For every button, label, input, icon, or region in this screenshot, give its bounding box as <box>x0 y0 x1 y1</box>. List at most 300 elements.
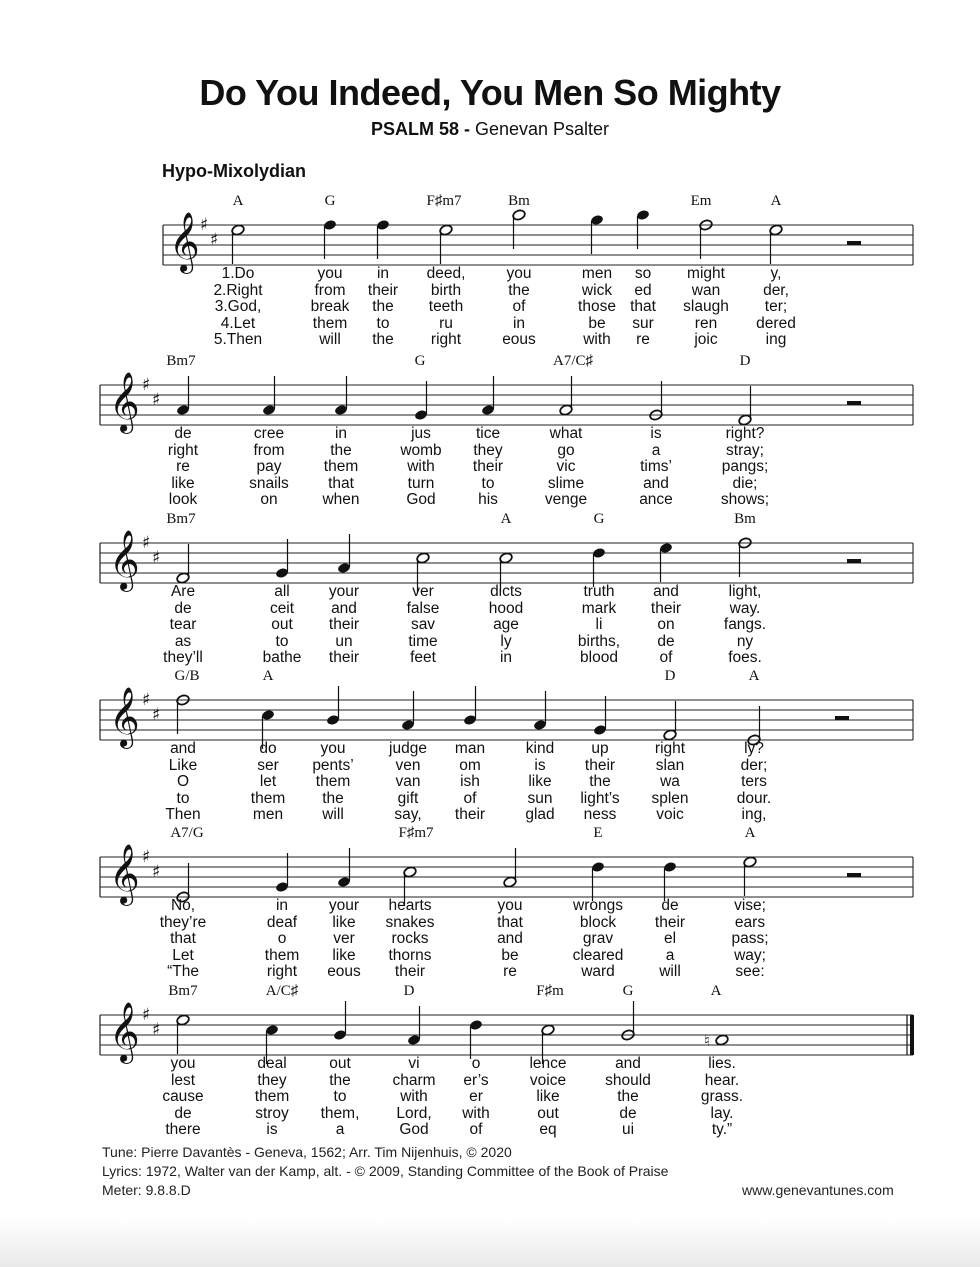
lyric-syllable: sur <box>632 314 654 332</box>
staff-system-1 <box>0 195 980 275</box>
lyric-syllable: eous <box>502 331 536 348</box>
lyric-syllable: they’re <box>159 913 207 931</box>
chord-symbol: A7/C♯ <box>552 353 594 369</box>
half-rest-icon <box>847 873 861 877</box>
chord-symbol: F♯m7 <box>398 825 434 841</box>
lyric-syllable: to <box>275 632 289 650</box>
lyric-syllable: way; <box>734 946 766 964</box>
lyric-syllable: up <box>591 740 609 757</box>
note <box>559 376 573 416</box>
lyric-syllable: kind <box>525 740 555 757</box>
lyric-syllable: hearts <box>388 897 432 914</box>
note <box>463 686 477 726</box>
lyric-syllable: your <box>328 583 360 600</box>
note <box>337 848 351 888</box>
lyric-syllable: ver <box>333 930 355 947</box>
lyric-syllable: time <box>408 632 438 650</box>
note <box>333 1001 347 1041</box>
lyric-syllable: their <box>654 913 686 931</box>
lyric-syllable: when <box>322 491 360 508</box>
lyric-syllable: vic <box>556 458 576 475</box>
key-sharp-c-icon: ♯ <box>152 390 161 410</box>
subtitle <box>0 119 980 140</box>
lyric-syllable: cree <box>253 425 285 442</box>
lyric-syllable: de <box>619 1104 637 1122</box>
lyric-syllable: way. <box>729 599 761 617</box>
lyric-syllable: rocks <box>391 930 429 947</box>
lyric-syllable: blood <box>580 649 618 666</box>
lyric-syllable: go <box>557 441 575 459</box>
footer-meter: Meter: 9.8.8.D <box>102 1182 191 1198</box>
lyric-syllable: that <box>497 913 523 931</box>
footer-website: www.genevantunes.com <box>742 1182 894 1198</box>
lyric-syllable: vise; <box>734 897 766 914</box>
lyric-syllable: a <box>665 946 675 964</box>
chord-symbol: G/B <box>174 668 200 684</box>
chord-symbol: G <box>593 511 605 527</box>
note <box>176 376 190 416</box>
lyric-syllable: a <box>651 441 661 459</box>
psalter-name: Genevan Psalter <box>469 119 610 139</box>
lyric-syllable: tear <box>169 616 197 633</box>
lyric-syllable: be <box>501 946 519 964</box>
lyric-syllable: you <box>317 265 343 282</box>
lyric-syllable: break <box>310 298 350 315</box>
lyric-syllable: Are <box>170 583 196 600</box>
chord-symbol: Bm7 <box>168 983 198 999</box>
note <box>401 691 415 731</box>
lyric-syllable: dered <box>756 314 796 332</box>
key-sharp-f-icon: ♯ <box>200 215 209 235</box>
lyric-syllable: in <box>275 897 289 914</box>
lyric-syllable: from <box>314 281 346 299</box>
lyric-syllable: stray; <box>726 441 764 459</box>
note <box>512 209 526 249</box>
lyric-syllable: ears <box>734 913 766 931</box>
lyric-syllable: de <box>174 1104 192 1122</box>
lyric-syllable: light’s <box>580 789 620 807</box>
lyric-syllable: those <box>578 298 616 315</box>
staff-system-6 <box>0 985 980 1065</box>
lyric-syllable: and <box>170 740 196 757</box>
lyric-syllable: dicts <box>490 583 522 600</box>
lyric-syllable: of <box>463 789 477 807</box>
lyric-syllable: 5.Then <box>213 331 263 348</box>
lyric-syllable: to <box>176 789 190 807</box>
lyric-syllable: eq <box>539 1121 557 1138</box>
lyric-syllable: they <box>473 441 503 459</box>
lyric-syllable: ren <box>694 314 718 332</box>
lyric-syllable: un <box>335 632 353 650</box>
note <box>704 1031 729 1050</box>
lyric-syllable: Lord, <box>396 1104 432 1122</box>
lyric-syllable: 3.God, <box>214 298 262 315</box>
half-rest-icon <box>847 241 861 245</box>
lyric-syllable: the <box>329 1071 351 1089</box>
lyric-syllable: out <box>271 616 293 633</box>
treble-clef-icon: 𝄞 <box>169 212 200 272</box>
lyric-syllable: ui <box>621 1121 635 1138</box>
lyric-syllable: truth <box>583 583 615 600</box>
lyric-syllable: will <box>322 806 344 823</box>
chord-symbol: F♯m <box>536 983 564 999</box>
lyric-syllable: in <box>512 314 526 332</box>
lyric-syllable: be <box>588 314 606 332</box>
lyric-syllable: say, <box>394 806 422 823</box>
lyric-syllable: let <box>259 773 277 790</box>
lyric-syllable: de <box>657 632 675 650</box>
note <box>407 1006 421 1046</box>
lyric-syllable: eous <box>327 963 361 980</box>
lyric-syllable: tice <box>475 425 501 442</box>
lyric-syllable: de <box>174 425 192 442</box>
lyric-syllable: that <box>170 930 196 947</box>
lyric-syllable: like <box>536 1088 560 1105</box>
lyric-syllable: false <box>406 599 440 617</box>
lyric-syllable: all <box>274 583 290 600</box>
lyric-syllable: that <box>328 474 354 492</box>
lyric-syllable: pangs; <box>721 458 769 475</box>
lyric-syllable: re <box>503 963 517 980</box>
lyric-syllable: er <box>469 1088 483 1105</box>
lyric-syllable: pass; <box>731 930 769 947</box>
lyric-syllable: voic <box>656 806 684 823</box>
half-rest-icon <box>847 559 861 563</box>
key-sharp-f-icon: ♯ <box>142 533 151 553</box>
note <box>334 376 348 416</box>
lyric-syllable: like <box>171 474 195 492</box>
lyric-syllable: like <box>332 946 356 964</box>
lyric-syllable: lies. <box>708 1055 736 1072</box>
lyric-syllable: is <box>266 1121 278 1138</box>
key-sharp-c-icon: ♯ <box>210 230 219 250</box>
lyric-syllable: them <box>323 458 359 475</box>
chord-symbol: Bm7 <box>166 511 196 527</box>
lyric-syllable: is <box>534 756 546 774</box>
chord-symbol: A/C♯ <box>265 983 299 999</box>
lyric-syllable: them, <box>320 1104 360 1122</box>
chord-symbol: E <box>593 825 603 841</box>
treble-clef-icon: 𝄞 <box>109 530 140 590</box>
note <box>659 542 673 582</box>
lyric-syllable: with <box>462 1104 490 1122</box>
treble-clef-icon: 𝄞 <box>109 844 140 904</box>
treble-clef-icon: 𝄞 <box>109 372 140 432</box>
chord-symbol: D <box>664 668 676 684</box>
chord-symbol: A <box>500 511 512 527</box>
key-sharp-f-icon: ♯ <box>142 847 151 867</box>
note <box>275 853 289 893</box>
lyric-syllable: you <box>497 897 523 914</box>
lyric-syllable: bathe <box>262 649 302 666</box>
key-sharp-f-icon: ♯ <box>142 690 151 710</box>
lyric-syllable: out <box>329 1055 351 1072</box>
lyric-syllable: ish <box>460 773 480 790</box>
lyric-syllable: re <box>176 458 190 475</box>
lyric-syllable: o <box>277 930 287 947</box>
lyric-syllable: hear. <box>704 1071 740 1089</box>
lyric-syllable: slaugh <box>683 298 729 315</box>
lyric-syllable: and <box>615 1055 641 1072</box>
lyric-syllable: ter; <box>764 298 788 315</box>
note <box>176 544 190 584</box>
lyric-syllable: like <box>528 773 552 790</box>
lyric-syllable: hood <box>488 599 524 617</box>
note <box>439 224 453 264</box>
chord-symbol: A <box>748 668 760 684</box>
lyric-syllable: they <box>257 1071 287 1089</box>
lyric-syllable: ceit <box>269 599 295 617</box>
lyric-syllable: and <box>653 583 679 600</box>
lyric-syllable: in <box>376 265 390 282</box>
lyric-syllable: their <box>328 649 360 666</box>
note <box>326 686 340 726</box>
lyric-syllable: wan <box>691 281 721 299</box>
lyric-syllable: ance <box>639 491 673 508</box>
page-title: Do You Indeed, You Men So Mighty <box>199 72 781 113</box>
lyric-syllable: as <box>174 632 192 650</box>
lyric-syllable: dour. <box>736 789 772 807</box>
note <box>591 861 605 901</box>
key-sharp-c-icon: ♯ <box>152 705 161 725</box>
lyric-syllable: teeth <box>428 298 464 315</box>
lyric-syllable: slan <box>655 756 685 774</box>
lyric-syllable: and <box>497 930 523 947</box>
lyric-syllable: from <box>253 441 285 459</box>
lyric-syllable: the <box>589 773 611 790</box>
lyric-syllable: ny <box>736 632 754 650</box>
lyric-syllable: jus <box>411 425 431 442</box>
lyric-syllable: wrongs <box>573 897 623 914</box>
chord-symbol: Em <box>690 193 712 209</box>
chord-symbol: G <box>622 983 634 999</box>
lyric-syllable: foes. <box>728 649 762 666</box>
lyric-syllable: grass. <box>700 1088 744 1105</box>
lyric-syllable: with <box>400 1088 428 1105</box>
note <box>262 376 276 416</box>
lyric-syllable: joic <box>694 331 718 348</box>
lyric-syllable: and <box>331 599 357 617</box>
lyric-syllable: deed, <box>426 265 466 282</box>
lyric-syllable: grav <box>582 930 614 947</box>
note <box>231 224 245 264</box>
lyric-syllable: die; <box>732 474 758 492</box>
note <box>743 856 757 896</box>
lyric-syllable: should <box>605 1071 651 1089</box>
key-sharp-c-icon: ♯ <box>152 1020 161 1040</box>
lyric-syllable: de <box>661 897 679 914</box>
lyric-syllable: what <box>549 425 583 442</box>
lyric-syllable: vi <box>408 1055 420 1072</box>
lyric-syllable: ward <box>581 963 615 980</box>
note <box>590 214 604 254</box>
chord-symbol: A7/G <box>170 825 204 841</box>
lyric-syllable: might <box>687 265 725 282</box>
lyric-syllable: stroy <box>255 1104 289 1122</box>
lyric-syllable: the <box>372 331 394 348</box>
staff-system-4 <box>0 670 980 750</box>
lyric-syllable: to <box>376 314 390 332</box>
note <box>481 376 495 416</box>
lyric-syllable: ed <box>634 281 652 299</box>
lyric-syllable: y, <box>770 265 782 282</box>
lyric-syllable: the <box>508 281 530 299</box>
note <box>533 691 547 731</box>
chord-symbol: D <box>739 353 751 369</box>
lyric-syllable: snails <box>249 474 289 492</box>
lyric-syllable: slime <box>547 474 585 492</box>
note <box>636 209 650 249</box>
lyric-syllable: lest <box>170 1071 196 1089</box>
lyric-syllable: pay <box>256 458 282 475</box>
lyric-syllable: you <box>170 1055 196 1072</box>
lyric-syllable: is <box>650 425 662 442</box>
lyric-syllable: deal <box>257 1055 287 1072</box>
lyric-syllable: them <box>315 773 351 790</box>
note <box>469 1019 483 1059</box>
lyric-syllable: der; <box>740 756 768 774</box>
lyric-syllable: do <box>259 740 277 757</box>
lyric-syllable: 1.Do <box>221 265 255 282</box>
lyric-syllable: so <box>634 265 652 282</box>
lyric-syllable: their <box>454 806 486 823</box>
footer-lyrics: Lyrics: 1972, Walter van der Kamp, alt. - © 2009, Standing Committee of the Book of Praise <box>102 1163 669 1179</box>
lyric-syllable: ly <box>500 632 512 650</box>
lyric-syllable: the <box>617 1088 639 1105</box>
lyric-syllable: block <box>579 913 617 931</box>
chord-symbol: A <box>262 668 274 684</box>
lyric-syllable: 4.Let <box>220 314 256 332</box>
lyric-syllable: “The <box>167 963 199 980</box>
lyric-syllable: their <box>584 756 616 774</box>
note <box>176 1014 190 1054</box>
lyric-syllable: li <box>595 616 603 633</box>
chord-symbol: A <box>232 193 244 209</box>
lyric-syllable: birth <box>430 281 462 299</box>
lyric-syllable: them <box>250 789 286 807</box>
lyric-syllable: charm <box>392 1071 436 1089</box>
half-rest-icon <box>835 716 849 720</box>
lyric-syllable: ru <box>439 314 453 332</box>
lyric-syllable: right <box>430 331 462 348</box>
lyric-syllable: splen <box>651 789 689 807</box>
lyric-syllable: pents’ <box>312 756 354 774</box>
lyric-syllable: cleared <box>572 946 624 964</box>
lyric-syllable: God <box>406 491 436 508</box>
lyric-syllable: voice <box>529 1071 567 1089</box>
lyric-syllable: God <box>399 1121 429 1138</box>
lyric-syllable: judge <box>389 740 427 757</box>
lyric-syllable: der, <box>763 281 789 299</box>
lyric-syllable: de <box>174 599 192 617</box>
chord-symbol: D <box>403 983 415 999</box>
lyric-syllable: Like <box>168 756 198 774</box>
lyric-syllable: they’ll <box>163 649 203 666</box>
note <box>503 848 517 888</box>
lyric-syllable: their <box>394 963 426 980</box>
footer-tune: Tune: Pierre Davantès - Geneva, 1562; Arr. Tim Nijenhuis, © 2020 <box>102 1144 512 1160</box>
lyric-syllable: deaf <box>266 913 298 931</box>
lyric-syllable: his <box>478 491 498 508</box>
note <box>337 534 351 574</box>
staff-system-5 <box>0 827 980 907</box>
lyric-syllable: van <box>395 773 421 790</box>
lyric-syllable: with <box>583 331 611 348</box>
chord-symbol: A <box>710 983 722 999</box>
key-sharp-c-icon: ♯ <box>152 548 161 568</box>
lyric-syllable: births, <box>577 632 621 650</box>
lyric-syllable: om <box>459 756 481 774</box>
lyric-syllable: venge <box>544 491 588 508</box>
lyric-syllable: sun <box>527 789 553 807</box>
lyric-syllable: Let <box>172 946 194 964</box>
chord-symbol: Bm7 <box>166 353 196 369</box>
staff-system-3 <box>0 513 980 593</box>
lyric-syllable: gift <box>397 789 419 807</box>
lyric-syllable: feet <box>410 649 436 666</box>
psalm-number: PSALM 58 - <box>370 119 470 139</box>
note <box>663 701 677 741</box>
lyric-syllable: their <box>328 616 360 633</box>
lyric-syllable: the <box>330 441 352 459</box>
lyric-syllable: er’s <box>463 1071 489 1089</box>
note <box>769 224 783 264</box>
mode-label: Hypo-Mixolydian <box>162 161 307 181</box>
note <box>663 861 677 901</box>
lyric-syllable: on <box>657 616 675 633</box>
lyric-syllable: ven <box>395 756 421 774</box>
lyric-syllable: men <box>252 806 284 823</box>
note <box>738 386 752 426</box>
lyric-syllable: in <box>334 425 348 442</box>
treble-clef-icon: 𝄞 <box>109 1002 140 1062</box>
lyric-syllable: Then <box>165 806 201 823</box>
chord-symbol: Bm <box>508 193 530 209</box>
chord-symbol: F♯m7 <box>426 193 462 209</box>
lyric-syllable: wa <box>660 773 680 790</box>
note <box>592 547 606 587</box>
chord-symbol: G <box>324 193 336 209</box>
lyric-syllable: men <box>581 265 613 282</box>
lyric-syllable: right? <box>725 425 765 442</box>
note <box>275 539 289 579</box>
lyric-syllable: cause <box>162 1088 204 1105</box>
lyric-syllable: right <box>654 740 686 757</box>
lyric-syllable: to <box>481 474 495 492</box>
half-rest-icon <box>847 401 861 405</box>
lyric-syllable: ing, <box>741 806 767 823</box>
lyric-syllable: el <box>663 930 677 947</box>
lyric-syllable: you <box>320 740 346 757</box>
lyric-syllable: look <box>168 491 198 508</box>
lyric-syllable: fangs. <box>723 616 767 633</box>
lyric-syllable: on <box>260 491 278 508</box>
lyric-syllable: shows; <box>720 491 770 508</box>
lyric-syllable: glad <box>525 806 555 823</box>
chord-symbol: Bm <box>734 511 756 527</box>
lyric-syllable: No, <box>170 897 196 914</box>
lyric-syllable: 2.Right <box>213 281 263 299</box>
lyric-syllable: ver <box>412 583 434 600</box>
lyric-syllable: of <box>659 649 673 666</box>
lyric-syllable: and <box>643 474 669 492</box>
lyric-syllable: lence <box>529 1055 567 1072</box>
lyric-syllable: ters <box>741 773 767 790</box>
lyric-syllable: lay. <box>710 1104 734 1122</box>
lyric-syllable: that <box>630 298 656 315</box>
lyric-syllable: thorns <box>388 946 432 964</box>
key-sharp-c-icon: ♯ <box>152 862 161 882</box>
